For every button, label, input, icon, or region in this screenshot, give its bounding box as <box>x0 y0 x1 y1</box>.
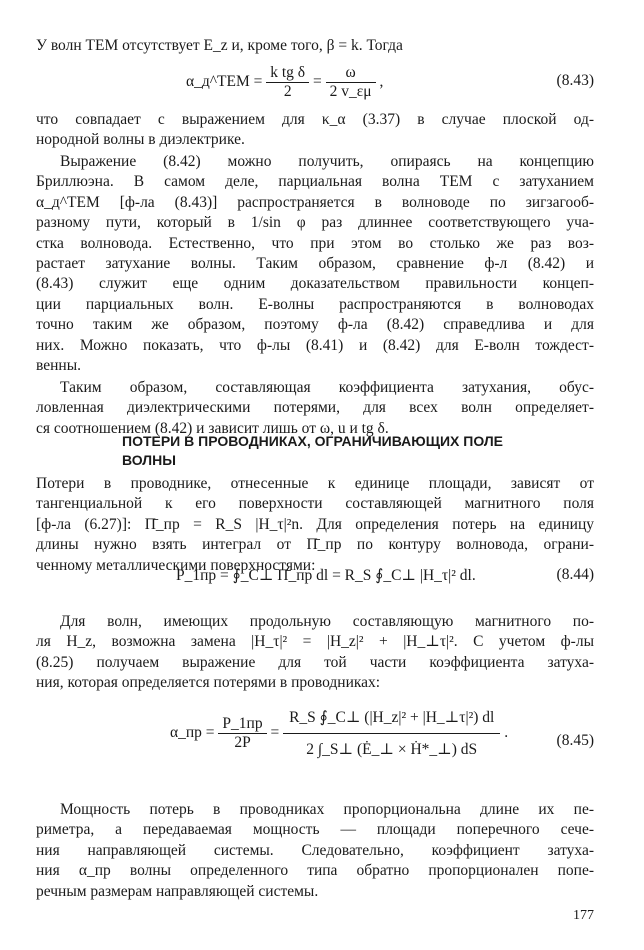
text-line: ля H_z, возможна замена |H_τ|² = |H_z|² + |H_⊥τ|². С учетом ф-лы <box>36 633 594 651</box>
text-line: венны. <box>36 357 81 375</box>
text-line: [ф-ла (6.27)]: Π̄_пр = R_S |H_τ|²n. Для определения потерь на единицу <box>36 515 594 533</box>
fraction-big: $\frac{\text{R\_S ∮\_C⊥ (|H\_z|² + |H\_⊥τ|²) dl}}{\text{2 ∫\_S⊥ (Ė\_⊥ × Ḣ*\_⊥) dS}}$ <box>283 704 500 763</box>
text-line: α_д^ТЕМ [ф-ла (8.43)] распространяется в волноводе по зигзагооб- <box>36 193 594 211</box>
text-line: Для волн, имеющих продольную составляющую магнитного по- <box>60 613 594 630</box>
paragraph-dielectric-summary <box>36 378 594 439</box>
text-line: растает затухание волны. Таким образом, сравнение ф-л (8.42) и <box>36 255 594 273</box>
formula-8-44: P_1пр = ∮_C⊥ Π̄_пр dl = R_S ∮_C⊥ |H_τ|² dl. <box>176 567 476 584</box>
text-line: У волн ТЕМ отсутствует E_z и, кроме того, β = k. Тогда <box>36 37 403 54</box>
fraction: $\frac{\omega}{2 v\_\varepsilon\mu}$ <box>326 64 376 101</box>
paragraph-coincides <box>36 110 594 151</box>
text-line: тангенциальной к его поверхности составляющей магнитного поля <box>36 495 594 513</box>
paragraph-conductor-losses <box>36 474 594 576</box>
text-line: ния α_пр волны определенного типа обратно пропорционален попе- <box>36 862 594 880</box>
formula-8-43: α_д^ТЕМ = $\frac{\text{k tg δ}}{2}$ = $\frac{\omega}{2 v\_\varepsilon\mu}$ , <box>186 64 384 100</box>
paragraph-brillouin <box>36 152 594 376</box>
equation-number: (8.43) <box>556 72 594 89</box>
text-line: речным размерам направляющей системы. <box>36 882 319 900</box>
equation-number: (8.44) <box>556 566 594 583</box>
text-line: нородной волны в диэлектрике. <box>36 131 245 149</box>
section-heading <box>122 432 562 470</box>
heading-line: ПОТЕРИ В ПРОВОДНИКАХ, ОГРАНИЧИВАЮЩИХ ПОЛЕ <box>122 433 504 449</box>
heading-line: ВОЛНЫ <box>122 452 176 468</box>
text-line: Выражение (8.42) можно получить, опираясь на концепцию <box>60 153 594 170</box>
text-line: Таким образом, составляющая коэффициента затухания, обус- <box>60 379 594 396</box>
text-line: точно таким же образом, поэтому ф-ла (8.42) справедлива и для <box>36 316 594 334</box>
paragraph-longitudinal-field <box>36 612 594 694</box>
text-line: Потери в проводнике, отнесенные к единице площади, зависят от <box>36 475 594 492</box>
text-line: ния, которая определяется потерями в проводниках: <box>36 674 381 692</box>
text-line: что совпадает с выражением для κ_α (3.37) в случае плоской од- <box>36 111 594 128</box>
paragraph-tem-intro <box>36 36 594 56</box>
paragraph-power-loss <box>36 800 594 902</box>
text-line: ся соотношением (8.42) и зависит лишь от ω, u и tg δ. <box>36 419 389 437</box>
page-number: 177 <box>573 908 594 923</box>
fraction: $\frac{\text{k tg δ}}{2}$ <box>266 64 309 101</box>
formula-lhs: α_пр <box>170 724 202 742</box>
text-line: ции парциальных волн. E-волны распространяются в волноводах <box>36 295 594 313</box>
text-line: длины нужно взять интеграл от Π̄_пр по контуру волновода, ограни- <box>36 536 594 554</box>
formula-8-45: α_пр = $\frac{P\_1пр}{2P}$ = $\frac{\text{R\_S ∮\_C⊥ (|H\_z|² + |H\_⊥τ|²) dl}}{\text{2 ∫\_S⊥ (Ė\_⊥ × Ḣ*\_⊥) dS}}$ . <box>170 704 508 763</box>
text-line: разному пути, который в 1/sin φ раз длиннее соответствующего уча- <box>36 214 594 232</box>
text-line: (8.25) получаем выражение для той части коэффициента затуха- <box>36 653 594 671</box>
text-line: (8.43) служит еще одним доказательством правильности концеп- <box>36 275 594 293</box>
text-line: ченному металлическими поверхностями: <box>36 556 316 574</box>
text-line: Бриллюэна. В самом деле, парциальная волна ТЕМ с затуханием <box>36 173 594 191</box>
equation-number: (8.45) <box>556 732 594 749</box>
text-line: ловленная диэлектрическими потерями, для всех волн определяет- <box>36 399 594 417</box>
fraction: $\frac{P\_1пр}{2P}$ <box>218 715 266 752</box>
text-line: Мощность потерь в проводниках пропорциональна длине их пе- <box>60 801 594 818</box>
text-line: стка волновода. Естественно, что при этом во столько же раз воз- <box>36 234 594 252</box>
formula-lhs: α_д^ТЕМ <box>186 73 250 91</box>
text-line: риметра, а передаваемая мощность — площади поперечного сече- <box>36 821 594 839</box>
text-line: них. Можно показать, что ф-лы (8.41) и (8.42) для E-волн тождест- <box>36 336 594 354</box>
text-line: ния направляющей системы. Следовательно, коэффициент затуха- <box>36 841 594 859</box>
